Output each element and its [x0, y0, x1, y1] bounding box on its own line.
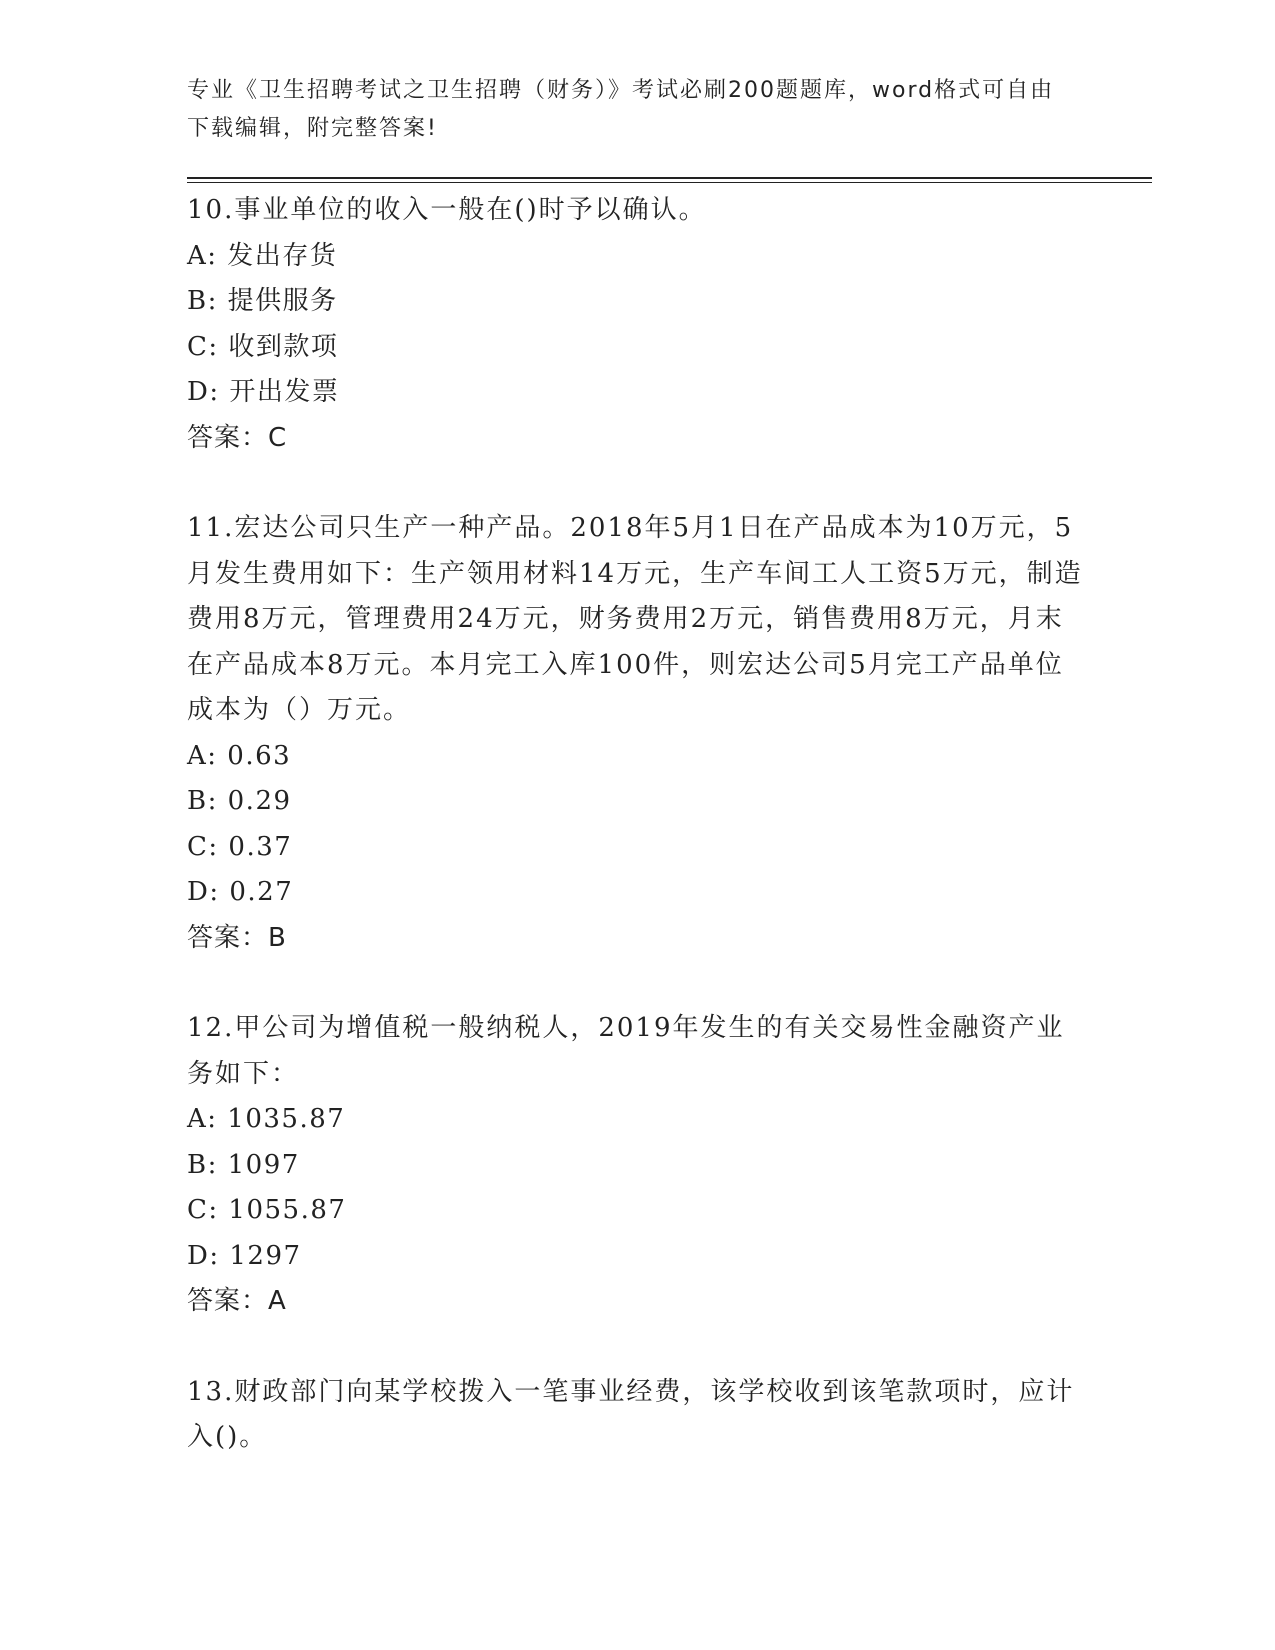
question-spacer	[187, 1325, 1087, 1370]
question-stem: 11.宏达公司只生产一种产品。2018年5月1日在产品成本为10万元，5月发生费用如下：生产领用材料14万元，生产车间工人工资5万元，制造费用8万元，管理费用24万元，财务费用2万元，销售费用8万元，月末在产品成本8万元。本月完工入库100件，则宏达公司5月完工产品单位成本为（）万元。	[187, 513, 1083, 725]
option-b: B: 提供服务	[187, 286, 338, 316]
option-c: C: 0.37	[187, 831, 293, 862]
header-divider-thin	[187, 182, 1152, 183]
answer-line: 答案：C	[187, 422, 288, 453]
option-a: A: 发出存货	[187, 240, 338, 271]
option-b: B: 0.29	[187, 786, 292, 816]
question-12	[187, 1006, 1087, 1325]
question-stem: 12.甲公司为增值税一般纳税人，2019年发生的有关交易性金融资产业务如下：	[187, 1013, 1065, 1089]
option-d: D: 1297	[187, 1240, 302, 1271]
header-divider-thick	[187, 177, 1152, 179]
question-stem: 13.财政部门向某学校拨入一笔事业经费，该学校收到该笔款项时，应计入()。	[187, 1376, 1075, 1452]
question-spacer	[187, 961, 1087, 1006]
question-spacer	[187, 461, 1087, 506]
question-11	[187, 506, 1087, 961]
option-d: D: 0.27	[187, 877, 294, 907]
option-a: A: 0.63	[187, 740, 292, 771]
answer-line: 答案：A	[187, 1286, 287, 1316]
option-c: C: 1055.87	[187, 1195, 347, 1225]
answer-line: 答案：B	[187, 922, 287, 953]
question-list	[187, 188, 1087, 1461]
option-a: A: 1035.87	[187, 1104, 346, 1134]
question-stem: 10.事业单位的收入一般在()时予以确认。	[187, 195, 707, 225]
option-c: C: 收到款项	[187, 331, 339, 362]
document-header: 专业《卫生招聘考试之卫生招聘（财务）》考试必刷200题题库，word格式可自由下载编辑，附完整答案!	[187, 78, 1055, 141]
question-13	[187, 1370, 1087, 1461]
option-d: D: 开出发票	[187, 377, 340, 407]
question-10	[187, 188, 1087, 461]
option-b: B: 1097	[187, 1149, 300, 1180]
